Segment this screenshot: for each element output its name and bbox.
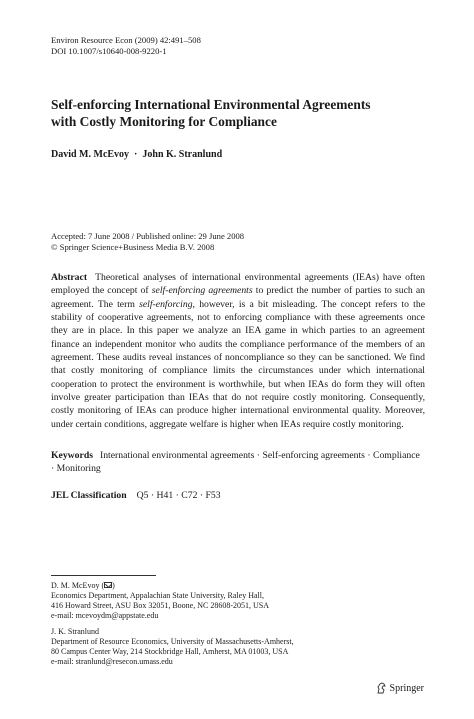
springer-horse-icon [376, 682, 387, 694]
abstract-text-2: to predict the number of parties to such an agreement. The term [51, 285, 426, 310]
keywords-text: International environmental agreements · Self-enforcing agreements · Compliance · Monitoring [51, 450, 420, 475]
journal-citation: Environ Resource Econ (2009) 42:491–508 [51, 35, 201, 45]
affiliation-name-close: ) [112, 581, 115, 590]
journal-header [51, 35, 201, 57]
affiliation-name: J. K. Stranlund [51, 627, 99, 636]
abstract-emphasis-1: self-enforcing agreements [151, 285, 253, 297]
envelope-icon [104, 582, 112, 588]
author-mcevoy: David M. McEvoy [51, 149, 130, 160]
affiliation-mcevoy [51, 581, 269, 621]
affiliation-address-2: 80 Campus Center Way, 214 Stockbridge Hall, Amherst, MA 01003, USA [51, 647, 289, 656]
jel-label: JEL Classification [51, 490, 127, 501]
abstract [51, 271, 425, 431]
affiliation-address-1: Department of Resource Economics, University of Massachusetts-Amherst, [51, 637, 294, 646]
title-line-2: with Costly Monitoring for Compliance [51, 114, 277, 129]
accepted-published-line: Accepted: 7 June 2008 / Published online: 29 June 2008 [51, 231, 245, 241]
jel-classification [51, 490, 221, 501]
publication-dates [51, 231, 244, 253]
abstract-emphasis-2: self-enforcing [139, 298, 193, 310]
title-line-1: Self-enforcing International Environmental Agreements [51, 97, 371, 112]
affiliation-stranlund [51, 627, 294, 667]
publisher-name: Springer [389, 682, 424, 694]
copyright-line: © Springer Science+Business Media B.V. 2008 [51, 242, 215, 252]
publisher-logo [376, 682, 424, 694]
keywords-label: Keywords [51, 450, 93, 461]
affiliation-address-2: 416 Howard Street, ASU Box 32051, Boone, NC 28608-2051, USA [51, 601, 269, 610]
abstract-label: Abstract [51, 272, 88, 283]
affiliation-name: D. M. McEvoy ( [51, 581, 105, 590]
paper-title [51, 96, 431, 130]
affiliation-name-line [51, 581, 269, 591]
author-list [51, 149, 222, 160]
abstract-text-3: , however, is a bit misleading. The concept refers to the stability of cooperative agreements, not to enforcing compliance with these agreements once they are in place. In this paper we analyze an IEA game in which parties to an agreement finance an independent monitor who audits the compliance performance of the members of an agreement. These audits reveal instances of noncompliance so they can be sanctioned. We find that costly monitoring of compliance limits the circumstances under which international cooperation to protect the environment is worthwhile, but when IEAs do form they will often involve greater participation than IEAs that do not require costly monitoring. Consequently, costly monitoring of IEAs can produce higher international environmental quality. Moreover, under certain conditions, aggregate welfare is higher when IEAs require costly monitoring. [51, 298, 425, 430]
abstract-text-1: Theoretical analyses of international environmental agreements (IEAs) have often employed the concept of [51, 272, 425, 297]
jel-codes: Q5 · H41 · C72 · F53 [136, 490, 221, 501]
doi: DOI 10.1007/s10640-008-9220-1 [51, 46, 167, 56]
affiliation-email[interactable]: e-mail: stranlund@resecon.umass.edu [51, 657, 173, 666]
keywords [51, 449, 425, 476]
affiliation-address-1: Economics Department, Appalachian State University, Raley Hall, [51, 591, 264, 600]
author-separator: · [134, 149, 138, 160]
author-stranlund: John K. Stranlund [142, 149, 223, 160]
affiliation-email[interactable]: e-mail: mcevoydm@appstate.edu [51, 611, 159, 620]
footnote-rule [51, 575, 156, 576]
